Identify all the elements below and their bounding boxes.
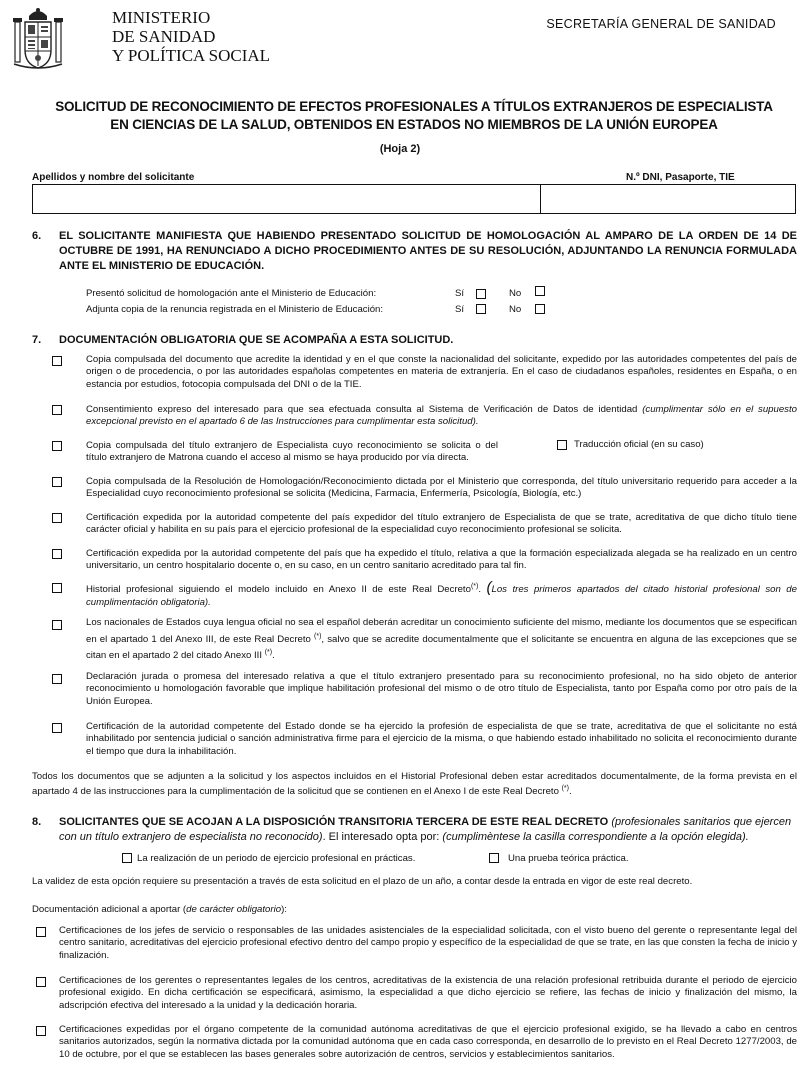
doc-consent-text — [86, 404, 797, 429]
option-exam-checkbox[interactable] — [489, 853, 499, 863]
doc-language-mark: (*) — [314, 632, 322, 640]
doc-history-text: Historial profesional siguiendo el modelo incluido en Anexo II de este Real Decreto(*). (Los tres primeros apartados del citado historial profesional son de cumplimentación obligatoria). — [86, 579, 797, 608]
form-title-line-2: EN CIENCIAS DE LA SALUD, OBTENIDOS EN ESTADOS NO MIEMBROS DE LA UNIÓN EUROPEA — [110, 117, 718, 132]
doc-language-mark-2: (*) — [264, 649, 273, 657]
doc-history-checkbox[interactable] — [52, 583, 62, 593]
section-8-title-tail: . El interesado opta por: — [322, 831, 440, 843]
doc-history-italic-text: Los tres primeros apartados del citado historial profesional son de cumplimentación obligatoria). — [86, 584, 797, 608]
q2-yes-label: Sí — [455, 304, 465, 315]
doc-official-cert-checkbox[interactable] — [52, 513, 62, 523]
doc-language-text: Los nacionales de Estados cuya lengua oficial no sea el español deberán acreditar un conocimiento suficiente del mismo, mediante los documentos que se especifican en el apartado 1 del Anexo III, de este Real Decreto (*), salvo que se acredite documentalmente que el solicitante se encuentra en alguna de las excepciones que se citan en el apartado 2 del citado Anexo III (*). — [86, 617, 798, 662]
doc-declaration-text: Declaración jurada o promesa del interesado relativa a que el título extranjero presentado para su reconocimiento profesional, no ha sido objeto de anterior reconocimiento u homologación favorable que implique habilitación profesional del mismo o de otro título de Especialista, tanto por España como por otro país de la Unión Europea. — [86, 671, 797, 707]
additional-docs-italic: de carácter obligatorio — [186, 904, 282, 915]
doc-language-main: Los nacionales de Estados cuya lengua oficial no sea el español deberán acreditar un conocimiento suficiente del mismo, mediante los documentos que se especifican en el apartado 1 del Anexo III, de este Real Decreto — [86, 617, 797, 645]
doc-language-checkbox[interactable] — [52, 620, 62, 630]
coat-of-arms-logo — [12, 6, 64, 72]
applicant-name-field[interactable] — [32, 184, 541, 214]
ministry-line-3: Y POLÍTICA SOCIAL — [112, 46, 271, 65]
validity-note: La validez de esta opción requiere su presentación a través de esta solicitud en el plazo de un año, a contar desde la entrada en vigor de este real decreto. — [32, 876, 693, 887]
doc-consent-italic: (cumplimentar sólo en el supuesto excepcional previsto en el apartado 6 de las Instrucciones para cumplimentar esta solicitud). — [86, 404, 797, 428]
form-title-line-1: SOLICITUD DE RECONOCIMIENTO DE EFECTOS PROFESIONALES A TÍTULOS EXTRANJEROS DE ESPECIALISTA — [55, 99, 773, 114]
doc-history-main: Historial profesional siguiendo el modelo incluido en Anexo II de este Real Decreto — [86, 584, 471, 596]
sheet-number: (Hoja 2) — [379, 143, 421, 155]
doc-consent-checkbox[interactable] — [52, 405, 62, 415]
q1-yes-label: Sí — [455, 288, 465, 299]
section-7-title: DOCUMENTACIÓN OBLIGATORIA QUE SE ACOMPAÑA A ESTA SOLICITUD. — [59, 334, 454, 346]
renuncia-question: Adjunta copia de la renuncia registrada en el Ministerio de Educación: — [86, 304, 384, 315]
additional-doc-1-checkbox[interactable] — [36, 927, 46, 937]
doc-training-cert-text: Certificación expedida por la autoridad competente del país que ha expedido el título, relativa a que la formación especializada alegada se ha realizado en un centro universitario, un centro hospitalario docente o, en su caso, en un centro sanitario acreditado para tal fin. — [86, 548, 797, 572]
doc-history-italic: (Los tres primeros apartados del citado historial profesional son de cumplimentación obligatoria). — [86, 579, 797, 608]
option-practice-checkbox[interactable] — [122, 853, 132, 863]
q2-no-label: No — [509, 304, 522, 315]
doc-disqualification-checkbox[interactable] — [52, 723, 62, 733]
form-title — [40, 98, 788, 134]
secretaria-header: SECRETARÍA GENERAL DE SANIDAD — [546, 17, 776, 31]
option-practice-label: La realización de un periodo de ejercicio profesional en prácticas. — [137, 853, 416, 864]
additional-doc-2-checkbox[interactable] — [36, 977, 46, 987]
applicant-id-field[interactable] — [540, 184, 796, 214]
section-8-title — [59, 815, 797, 845]
additional-doc-3-text: Certificaciones expedidas por el órgano competente de la comunidad autónoma acreditativas de que el ejercicio profesional exigido, se ha llevado a cabo en centros sanitarios autorizados, según la normativa dictada por la comunidad autónoma que en cada caso corresponda, en desarrollo de lo previsto en el Real Decreto 1277/2003, de 10 de octubre, por el que se establecen las bases generales sobre autorización de centros, servicios y establecimientos sanitarios. — [59, 1024, 797, 1060]
doc-official-cert-text: Certificación expedida por la autoridad competente del país expedidor del título extranjero de Especialista de que se trate, acreditativa de que dicho título tiene carácter oficial y habilita en su país para el ejercicio profesional de la especialidad cuyo reconocimiento profesional se solicita. — [86, 512, 797, 536]
doc-declaration-checkbox[interactable] — [52, 674, 62, 684]
section-7-closing: Todos los documentos que se adjunten a la solicitud y los aspectos incluidos en el Historial Profesional deben estar acreditados documentalmente, de la forma prevista en el apartado 4 de las instrucciones para la cumplimentación de la solicitud que se contienen en el Anexo I de este Real Decreto (*). — [32, 771, 797, 798]
option-exam-label: Una prueba teórica práctica. — [508, 853, 629, 864]
q1-no-label: No — [509, 288, 522, 299]
homologation-question: Presentó solicitud de homologación ante el Ministerio de Educación: — [86, 288, 377, 299]
additional-docs-start: Documentación adicional a aportar ( — [32, 904, 187, 915]
q1-no-checkbox[interactable] — [535, 286, 545, 296]
q2-yes-checkbox[interactable] — [476, 304, 486, 314]
additional-doc-2-text: Certificaciones de los gerentes o representantes legales de los centros, acreditativas de la existencia de una relación profesional retribuida durante el periodo de ejercicio profesional exigido. En dicha certificación se especificará, asimismo, la especialidad a que dicho ejercicio se refiere, las fechas de inicio y finalización del mismo, la adscripción efectiva del interesado a la unidad y la dedicación horaria. — [59, 975, 797, 1011]
applicant-id-label: N.º DNI, Pasaporte, TIE — [626, 172, 735, 183]
doc-homologation-checkbox[interactable] — [52, 477, 62, 487]
section-8-title-italic: (profesionales sanitarios que ejercen con un título extranjero de especialista no reconocido) — [59, 816, 792, 843]
doc-training-cert-checkbox[interactable] — [52, 549, 62, 559]
ministry-line-1: MINISTERIO — [112, 8, 211, 27]
additional-docs-end: ): — [281, 904, 287, 915]
applicant-name-label: Apellidos y nombre del solicitante — [32, 172, 195, 183]
additional-doc-1-text: Certificaciones de los jefes de servicio o responsables de las unidades asistenciales de la especialidad solicitada, con el visto bueno del gerente o representante legal del centro sanitario, acreditativas del ejercicio profesional efectivo dentro del campo propio y específico de la especialidad de que se trate, en las que consten la fecha de inicio y finalización. — [59, 925, 797, 961]
q1-yes-checkbox[interactable] — [476, 289, 486, 299]
q2-no-checkbox[interactable] — [535, 304, 545, 314]
doc-identity-text: Copia compulsada del documento que acredite la identidad y en el que conste la nacionalidad del solicitante, expedido por las autoridades competentes del país de origen o de procedencia, o por las autoridades españolas competentes en materia de extranjería. En el caso de ciudadanos españoles, residentes en España, o en estancia por estudios, fotocopia compulsada del DNI o de la TIE. — [86, 354, 797, 390]
translation-checkbox[interactable] — [557, 440, 567, 450]
closing-mark: (*) — [561, 785, 569, 793]
section-6-text: EL SOLICITANTE MANIFIESTA QUE HABIENDO PRESENTADO SOLICITUD DE HOMOLOGACIÓN AL AMPARO DE LA ORDEN DE 14 DE OCTUBRE DE 1991, HA RENUNCIADO A DICHO PROCEDIMIENTO ANTES DE SU RESOLUCIÓN, ADJUNTANDO LA RENUNCIA FORMULADA ANTE EL MINISTERIO DE EDUCACIÓN. — [59, 230, 797, 272]
doc-title-checkbox[interactable] — [52, 441, 62, 451]
doc-language-mid: , salvo que se acredite documentalmente que el solicitante se encuentra en alguna de las excepciones que se citan en el apartado 2 del citado Anexo III — [86, 633, 798, 662]
section-8-number: 8. — [32, 816, 42, 828]
additional-doc-3-checkbox[interactable] — [36, 1026, 46, 1036]
section-7-closing-text: Todos los documentos que se adjunten a la solicitud y los aspectos incluidos en el Historial Profesional deben estar acreditados documentalmente, de la forma prevista en el apartado 4 de las instrucciones para la cumplimentación de la solicitud que se contienen en el Anexo I de este Real Decreto — [32, 771, 797, 798]
doc-title-text: Copia compulsada del título extranjero de Especialista cuyo reconocimiento se solicita o del título extranjero de Matrona cuando el acceso al mismo se haya producido por vía directa. — [86, 440, 498, 464]
section-8-title-bold: SOLICITANTES QUE SE ACOJAN A LA DISPOSICIÓN TRANSITORIA TERCERA DE ESTE REAL DECRETO — [59, 816, 609, 828]
translation-label: Traducción oficial (en su caso) — [574, 439, 704, 450]
doc-identity-checkbox[interactable] — [52, 356, 62, 366]
section-6-number: 6. — [32, 230, 42, 242]
ministry-line-2: DE SANIDAD — [112, 27, 216, 46]
section-7-number: 7. — [32, 334, 42, 346]
additional-docs-label — [32, 904, 287, 916]
doc-history-mark: (*) — [470, 583, 479, 590]
doc-homologation-text: Copia compulsada de la Resolución de Homologación/Reconocimiento dictada por el Ministerio que corresponda, del título universitario requerido para acceder a la Especialidad cuyo reconocimiento profesional se solicita (Medicina, Farmacia, Enfermería, Psicología, Biología, etc.) — [86, 476, 797, 500]
doc-consent-main: Consentimiento expreso del interesado para que sea efectuada consulta al Sistema de Verificación de Datos de identidad — [86, 404, 638, 415]
section-8-title-italic-2: (cumplimèntese la casilla correspondiente a la opción elegida). — [442, 831, 749, 843]
doc-disqualification-text: Certificación de la autoridad competente del Estado donde se ha ejercido la profesión de especialista de que se trate, acreditativa de que el solicitante no está inhabilitado por sentencia judicial o sanción administrativa firme para el ejercicio de la misma, o que habiendo estado inhabilitado no solicita el reconocimiento durante el tiempo que dura la inhabilitación. — [86, 721, 797, 757]
ministry-name — [112, 8, 270, 65]
